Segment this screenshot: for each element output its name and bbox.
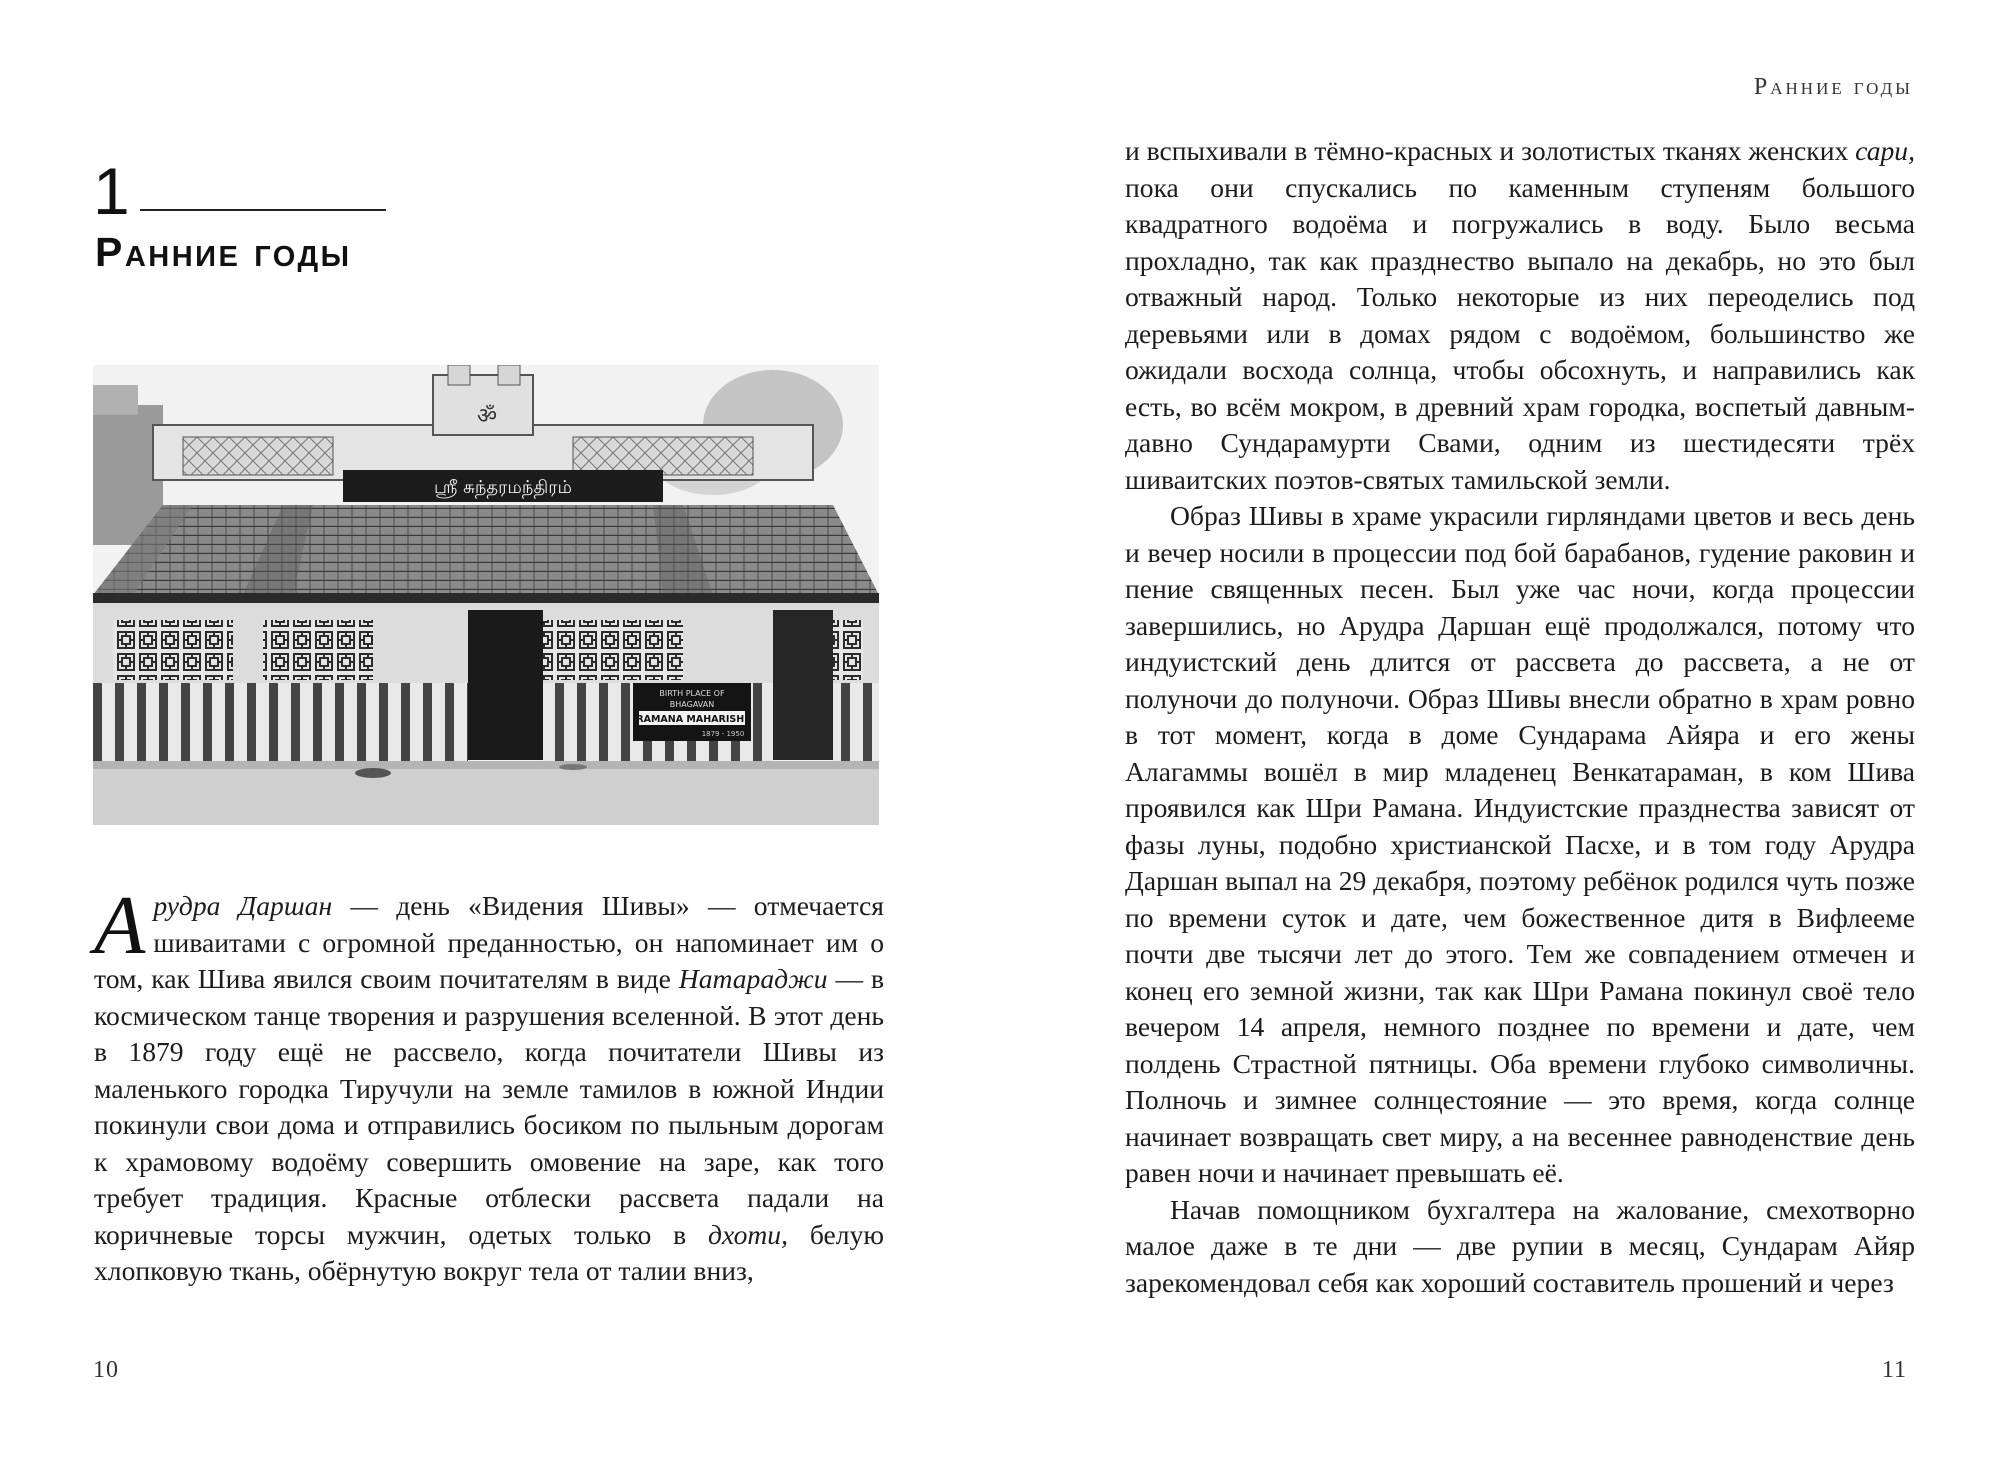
page-number-right: 11 (1881, 1357, 1907, 1383)
continued-text-rest: пока они спускались по каменным ступеням большого квадратного водоёма и погружались в воду. Было весьма прохладно, так как празднество выпало на декабрь, но это был отважный народ. Только некоторые из них переоделись под деревьями или в домах рядом с водоёмом, большинство же ожидали восхода солнца, чтобы обсохнуть, и направились как есть, во всём мокром, в древний храм городка, воспетый давным-давно Сундарамурти Свами, одним из шестидесяти трёх шиваитских поэтов-святых тамильской земли. (1125, 171, 1915, 495)
paragraph-continued (1125, 133, 1915, 498)
right-body-text (1125, 133, 1915, 1301)
drop-cap: А (94, 879, 146, 972)
temple-photo (93, 365, 879, 825)
svg-text:ॐ: ॐ (476, 404, 498, 429)
chapter-number: 1 (93, 154, 130, 228)
plaque-line-2: BHAGAVAN (669, 700, 715, 709)
plaque-line-4: 1879 - 1950 (701, 730, 745, 738)
paragraph-text-3: белую хлопковую ткань, обёрнутую вокруг тела от талии вниз, (94, 1218, 884, 1286)
paragraph-opening (94, 879, 885, 1290)
chapter-rule (140, 209, 386, 211)
paragraph-text: — день «Видения Шивы» — отмечается шиваитами с огромной преданностью, он напоминает им о том, как Шива явился своим почитателям в виде (94, 890, 884, 994)
sari-term: сари, (1855, 135, 1915, 166)
page-number-left: 10 (93, 1357, 119, 1383)
left-body-text (94, 879, 885, 1290)
running-head: Ранние годы (1753, 74, 1913, 100)
dhoti-term: дхоти, (708, 1218, 788, 1250)
plaque-line-3: RAMANA MAHARISHI (636, 714, 748, 725)
chapter-title: Ранние годы (95, 229, 352, 275)
continued-text: и вспыхивали в тёмно-красных и золотистых тканях женских (1125, 135, 1856, 166)
right-page (1000, 0, 2000, 1458)
arudra-darshan-term: рудра Даршан (153, 890, 333, 921)
temple-signboard: ஸ்ரீ சுந்தரமந்திரம் (433, 477, 573, 498)
paragraph-shiva-image: Образ Шивы в храме украсили гирляндами цветов и весь день и вечер носили в процессии под бой барабанов, гудение раковин и пение священных песен. Был уже час ночи, когда процессии завершились, но Арудра Даршан ещё продолжался, потому что индуистский день длится от рассвета до рассвета, а не от полуночи до полуночи. Образ Шивы внесли обратно в храм ровно в тот момент, когда в доме Сундарама Айяра и его жены Алагаммы вошёл в мир младенец Венкатараман, в ком Шива проявился как Шри Рамана. Индуистские празднества зависят от фазы луны, подобно христианской Пасхе, и в том году Арудра Даршан выпал на 29 декабря, поэтому ребёнок родился чуть позже по времени суток и дате, чем божественное дитя в Вифлееме почти две тысячи лет до этого. Тем же совпадением отмечен и конец его земной жизни, так как Шри Рамана покинул своё тело вечером 14 апреля, немного позднее по времени и дате, чем полдень Страстной пятницы. Оба времени глубоко символичны. Полночь и зимнее солнцестояние — это время, когда солнце начинает возвращать свет миру, а на весеннее равноденствие день равен ночи и начинает превышать её. (1125, 500, 1915, 1188)
paragraph-text-2: — в космическом танце творения и разрушения вселенной. В этот день в 1879 году ещё не рассвело, когда почитатели Шивы из маленького городка Тиручули на земле тамилов в южной Индии покинули свои дома и отправились босиком по пыльным дорогам к храмовому водоёму совершить омовение на заре, как того требует традиция. Красные отблески рассвета падали на коричневые торсы мужчин, одетых только в (94, 963, 885, 1250)
nataraja-term: Натараджи (678, 963, 828, 994)
plaque-line-1: BIRTH PLACE OF (659, 689, 725, 698)
paragraph-sundaram-ayyar: Начав помощником бухгалтера на жалование, смехотворно малое даже в те дни — две рупии в месяц, Сундарам Айяр зарекомендовал себя как хороший составитель прошений и через (1125, 1193, 1915, 1298)
